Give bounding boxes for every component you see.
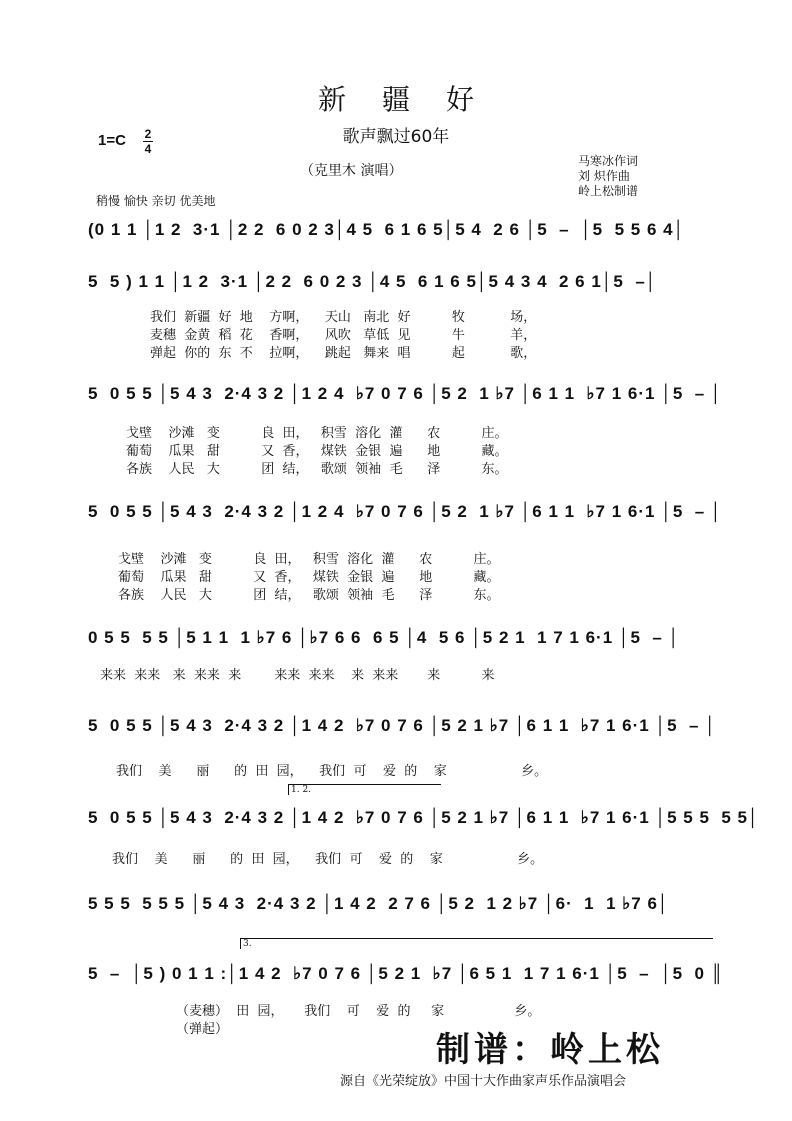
lyric-verse-3: 各族 人民 大 团 结， 歌颂 领袖 毛 泽 东。 <box>118 588 500 603</box>
notation: 5 – │5 ) 0 1 1 :│1 4 2 ♭7 0 7 6 │5 2 1 ♭7 │6 5 1 1 7 1 6·1 │5 – │5 0 ║ <box>88 964 724 983</box>
time-signature <box>143 128 153 155</box>
signature: 制谱：岭上松 <box>436 1030 664 1070</box>
volta-bracket: 1. 2. <box>288 784 441 795</box>
notation: 5 5 ) 1 1 │1 2 3·1 │2 2 6 0 2 3 │4 5 6 1 6 5│5 4 3 4 2 6 1│5 –│ <box>88 272 658 291</box>
notation: 5 5 5 5 5 5 │5 4 3 2·4 3 2 │1 4 2 2 7 6 │5 2 1 2 ♭7 │6· 1 1 ♭7 6│ <box>88 894 670 913</box>
volta-bracket: 3. <box>240 938 713 949</box>
lyric-verse-1: 我们 美 丽 的 田 园， 我们 可 爱 的 家 乡。 <box>116 764 548 779</box>
notation: (0 1 1 │1 2 3·1 │2 2 6 0 2 3│4 5 6 1 6 5│5 4 2 6 │5 – │5 5 5 6 4│ <box>88 220 686 239</box>
score-line <box>88 218 716 248</box>
lyric-verse-3: 弹起 你的 东 不 拉啊， 跳起 舞来 唱 起 歌， <box>150 346 537 361</box>
lyricist: 马寒冰作词 <box>578 154 639 168</box>
notation: 5 0 5 5 │5 4 3 2·4 3 2 │1 4 2 ♭7 0 7 6 │5 2 1 ♭7 │6 1 1 ♭7 1 6·1 │5 – │ <box>88 716 717 735</box>
lyric-verse-3: 各族 人民 大 团 结， 歌颂 领袖 毛 泽 东。 <box>126 462 508 477</box>
notation: 5 0 5 5 │5 4 3 2·4 3 2 │1 4 2 ♭7 0 7 6 │5 2 1 ♭7 │6 1 1 ♭7 1 6·1 │5 5 5 5 5│ <box>88 808 760 827</box>
source-note: 源自《光荣绽放》中国十大作曲家声乐作品演唱会 <box>340 1074 627 1089</box>
tempo-marking: 稍慢 愉快 亲切 优美地 <box>96 194 216 208</box>
time-top: 2 <box>144 127 152 141</box>
score-line <box>88 382 723 412</box>
score-line <box>88 500 723 530</box>
lyric-verse-1: 戈壁 沙滩 变 良 田， 积雪 溶化 灌 农 庄。 <box>118 552 500 567</box>
score-line <box>88 962 724 992</box>
lyric-verse-2: 葡萄 瓜果 甜 又 香， 煤铁 金银 遍 地 藏。 <box>126 444 508 459</box>
singer: （克里木 演唱） <box>300 163 403 179</box>
composer: 刘 炽作曲 <box>578 169 630 183</box>
subtitle: 歌声飘过60年 <box>342 127 450 147</box>
lyric-verse-1: （麦穗） 田 园， 我们 可 爱 的 家 乡。 <box>176 1004 541 1019</box>
score-line <box>88 714 716 744</box>
lyric-verse-2: 葡萄 瓜果 甜 又 香， 煤铁 金银 遍 地 藏。 <box>118 570 500 585</box>
lyric-verse-2: （弹起） <box>176 1022 229 1037</box>
notation: 5 0 5 5 │5 4 3 2·4 3 2 │1 2 4 ♭7 0 7 6 │5 2 1 ♭7 │6 1 1 ♭7 1 6·1 │5 – │ <box>88 502 723 521</box>
lyric-verse-1: 来来 来来 来 来来 来 来来 来来 来 来来 来 来 <box>100 668 495 683</box>
song-title: 新疆好 <box>317 83 510 116</box>
score-line <box>88 892 716 922</box>
notation: 0 5 5 5 5 │5 1 1 1 ♭7 6 │♭7 6 6 6 5 │4 5 6 │5 2 1 1 7 1 6·1 │5 – │ <box>88 628 681 647</box>
lyric-verse-1: 我们 美 丽 的 田 园， 我们 可 爱 的 家 乡。 <box>112 852 544 867</box>
arranger: 岭上松制谱 <box>578 184 639 198</box>
score-line <box>88 806 760 836</box>
score-line <box>88 270 716 300</box>
lyric-verse-2: 麦穗 金黄 稻 花 香啊， 风吹 草低 见 牛 羊， <box>150 328 537 343</box>
lyric-verse-1: 戈壁 沙滩 变 良 田， 积雪 溶化 灌 农 庄。 <box>126 426 508 441</box>
credits <box>578 154 638 199</box>
notation: 5 0 5 5 │5 4 3 2·4 3 2 │1 2 4 ♭7 0 7 6 │5 2 1 ♭7 │6 1 1 ♭7 1 6·1 │5 – │ <box>88 384 723 403</box>
lyric-verse-1: 我们 新疆 好 地 方啊， 天山 南北 好 牧 场， <box>150 310 537 325</box>
score-line <box>88 626 716 656</box>
key-signature: 1=C <box>98 132 126 149</box>
time-bottom: 4 <box>144 142 152 156</box>
